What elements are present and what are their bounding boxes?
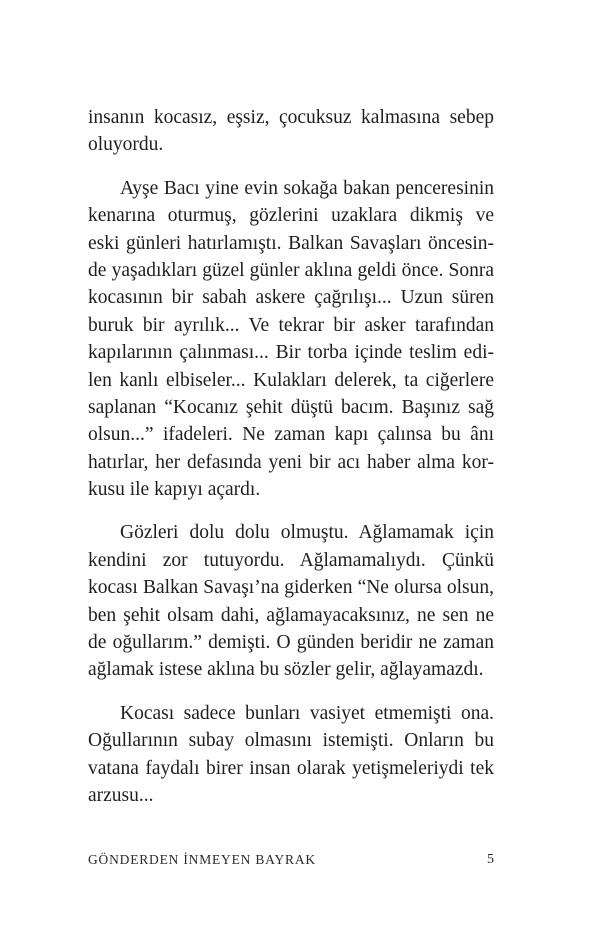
text-line: len kanlı elbiseler... Kulakları delerek, ta ciğerlere	[88, 369, 494, 391]
text-line: ağlamak istese aklına bu sözler gelir, ağlayamazdı.	[88, 659, 484, 681]
text-line: Kocası sadece bunları vasiyet etmemişti ona.	[120, 702, 494, 724]
paragraph-3	[88, 519, 494, 683]
text-line: Oğullarının subay olmasını istemişti. Onların bu	[88, 730, 494, 752]
text-line: insanın kocasız, eşsiz, çocuksuz kalmasına sebep	[88, 107, 494, 128]
text-line: kocasının bir sabah askere çağrılışı... Uzun süren	[88, 287, 494, 309]
text-line: kapılarının çalınması... Bir torba içinde teslim edi-	[88, 342, 494, 364]
text-line: Gözleri dolu dolu olmuştu. Ağlamamak için	[120, 522, 494, 544]
paragraph-2	[88, 175, 494, 504]
text-line: kocası Balkan Savaşı’na giderken “Ne olursa olsun,	[88, 577, 494, 599]
page-footer	[88, 852, 494, 876]
text-line: ben şehit olsam dahi, ağlamayacaksınız, ne sen ne	[88, 604, 494, 626]
text-line: eski günleri hatırlamıştı. Balkan Savaşları öncesin-	[88, 232, 494, 254]
text-line: Ayşe Bacı yine evin sokağa bakan penceresinin	[120, 177, 494, 199]
text-line: de oğullarım.” demişti. O günden beridir ne zaman	[88, 632, 494, 654]
text-line: de yaşadıkları güzel günler aklına geldi önce. Sonra	[88, 259, 494, 281]
running-title: GÖNDERDEN İNMEYEN BAYRAK	[88, 852, 316, 867]
text-line: vatana faydalı birer insan olarak yetişmeleriydi tek	[88, 757, 494, 779]
text-line: oluyordu.	[88, 134, 164, 156]
paragraph-1	[88, 104, 494, 159]
text-line: buruk bir ayrılık... Ve tekrar bir asker tarafından	[88, 314, 494, 336]
paragraph-4	[88, 700, 494, 810]
text-line: kendini zor tutuyordu. Ağlamamalıydı. Çünkü	[88, 549, 494, 571]
body-text	[88, 104, 494, 825]
text-line: olsun...” ifadeleri. Ne zaman kapı çalınsa bu ânı	[88, 424, 494, 446]
page-number: 5	[487, 852, 494, 867]
text-line: hatırlar, her defasında yeni bir acı haber alma kor-	[88, 451, 494, 473]
text-line: saplanan “Kocanız şehit düştü bacım. Başınız sağ	[88, 396, 494, 418]
text-line: arzusu...	[88, 784, 154, 806]
text-line: kenarına oturmuş, gözlerini uzaklara dikmiş ve	[88, 205, 494, 227]
text-line: kusu ile kapıyı açardı.	[88, 479, 261, 501]
